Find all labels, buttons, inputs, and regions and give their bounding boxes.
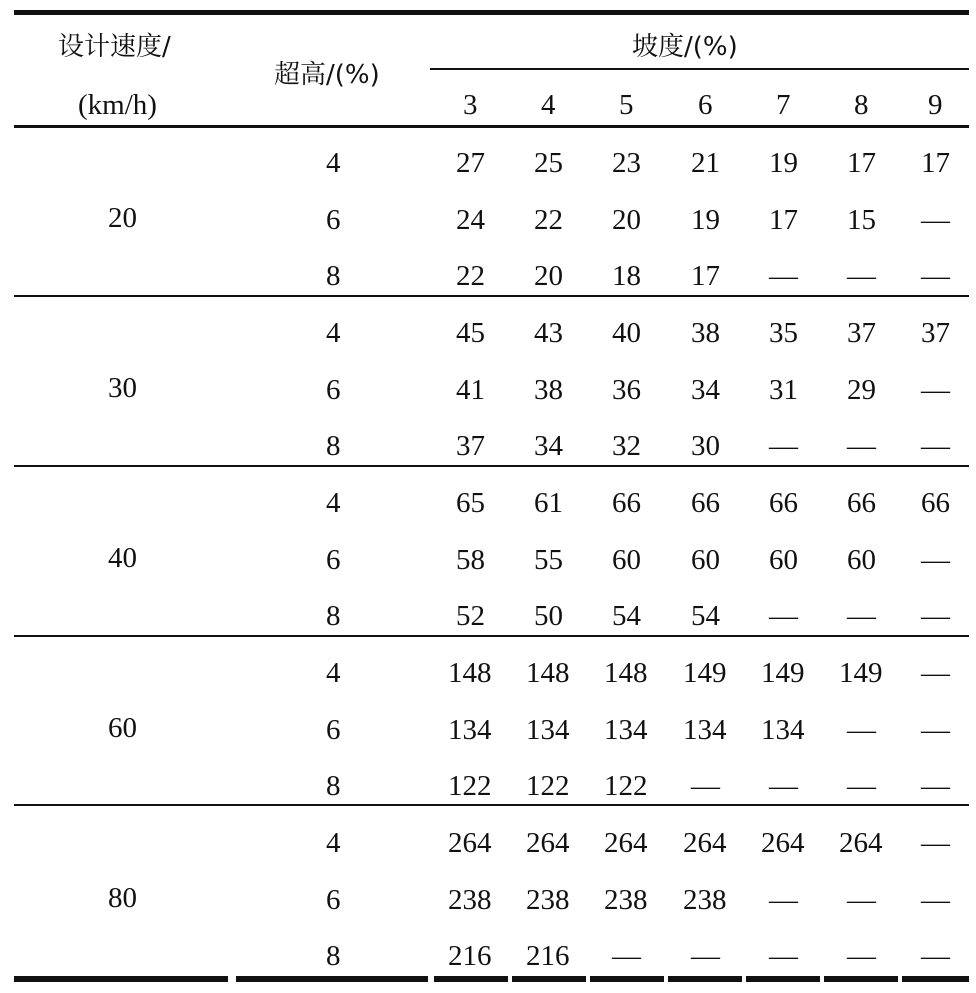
superelevation-cell: 6 — [326, 713, 341, 746]
value-cell: — — [769, 770, 798, 802]
value-cell: 264 — [839, 827, 883, 859]
value-cell: 61 — [534, 487, 563, 519]
value-cell: 29 — [847, 373, 876, 406]
value-cell: 31 — [769, 373, 798, 406]
value-cell: 36 — [612, 373, 641, 406]
value-cell: 149 — [683, 657, 727, 689]
value-cell: 21 — [691, 147, 720, 179]
value-cell: 37 — [921, 317, 950, 349]
value-cell: 23 — [612, 147, 641, 179]
superelevation-cell: 6 — [326, 543, 341, 576]
superelevation-cell: 4 — [326, 657, 341, 689]
value-cell: — — [847, 260, 876, 292]
superelevation-cell: 8 — [326, 600, 341, 632]
value-cell: 22 — [456, 260, 485, 292]
grade-column-header: 5 — [619, 89, 634, 121]
bottom-rule-segment — [824, 976, 898, 982]
value-cell: 149 — [761, 657, 805, 689]
grade-column-header: 3 — [463, 89, 478, 121]
value-cell: 216 — [526, 940, 570, 972]
speed-cell: 40 — [108, 541, 137, 574]
value-cell: 38 — [691, 317, 720, 349]
grade-header: 坡度/(%) — [632, 32, 738, 62]
grade-column-header: 9 — [928, 89, 943, 121]
value-cell: — — [769, 883, 798, 916]
value-cell: 32 — [612, 430, 641, 462]
value-cell: 34 — [691, 373, 720, 406]
grade-column-header: 7 — [776, 89, 791, 121]
value-cell: 60 — [612, 543, 641, 576]
value-cell: — — [921, 600, 950, 632]
bottom-rule-segment — [590, 976, 664, 982]
bottom-rule-segment — [668, 976, 742, 982]
value-cell: 41 — [456, 373, 485, 406]
value-cell: 17 — [691, 260, 720, 292]
value-cell: 54 — [691, 600, 720, 632]
value-cell: 65 — [456, 487, 485, 519]
value-cell: — — [769, 940, 798, 972]
value-cell: — — [691, 770, 720, 802]
bottom-rule-segment — [746, 976, 820, 982]
value-cell: 54 — [612, 600, 641, 632]
value-cell: 66 — [612, 487, 641, 519]
superelevation-cell: 4 — [326, 827, 341, 859]
superelevation-header: 超高/(%) — [274, 60, 380, 90]
superelevation-cell: 8 — [326, 770, 341, 802]
value-cell: 17 — [769, 203, 798, 236]
value-cell: 19 — [769, 147, 798, 179]
value-cell: 66 — [691, 487, 720, 519]
superelevation-cell: 4 — [326, 317, 341, 349]
value-cell: 264 — [526, 827, 570, 859]
bottom-rule-segment — [14, 976, 228, 982]
value-cell: 122 — [448, 770, 492, 802]
speed-cell: 20 — [108, 201, 137, 234]
value-cell: — — [847, 940, 876, 972]
superelevation-cell: 6 — [326, 883, 341, 916]
value-cell: — — [921, 827, 950, 859]
value-cell: 238 — [448, 883, 492, 916]
value-cell: 238 — [526, 883, 570, 916]
value-cell: 22 — [534, 203, 563, 236]
value-cell: 264 — [761, 827, 805, 859]
value-cell: 52 — [456, 600, 485, 632]
value-cell: — — [847, 600, 876, 632]
value-cell: — — [847, 430, 876, 462]
value-cell: 38 — [534, 373, 563, 406]
value-cell: 15 — [847, 203, 876, 236]
value-cell: 37 — [847, 317, 876, 349]
value-cell: 264 — [448, 827, 492, 859]
value-cell: — — [921, 883, 950, 916]
value-cell: 148 — [448, 657, 492, 689]
superelevation-cell: 4 — [326, 487, 341, 519]
value-cell: — — [921, 770, 950, 802]
superelevation-cell: 8 — [326, 260, 341, 292]
value-cell: 264 — [683, 827, 727, 859]
value-cell: 25 — [534, 147, 563, 179]
value-cell: — — [847, 713, 876, 746]
value-cell: 24 — [456, 203, 485, 236]
superelevation-cell: 4 — [326, 147, 341, 179]
value-cell: — — [921, 543, 950, 576]
value-cell: 58 — [456, 543, 485, 576]
value-cell: — — [769, 260, 798, 292]
value-cell: 149 — [839, 657, 883, 689]
value-cell: 27 — [456, 147, 485, 179]
grade-column-header: 6 — [698, 89, 713, 121]
value-cell: 19 — [691, 203, 720, 236]
superelevation-cell: 8 — [326, 940, 341, 972]
superelevation-cell: 6 — [326, 373, 341, 406]
bottom-rule-segment — [434, 976, 508, 982]
value-cell: 55 — [534, 543, 563, 576]
value-cell: 122 — [526, 770, 570, 802]
value-cell: — — [847, 883, 876, 916]
speed-unit-header: (km/h) — [78, 89, 157, 121]
value-cell: 35 — [769, 317, 798, 349]
value-cell: 134 — [683, 713, 727, 746]
value-cell: 18 — [612, 260, 641, 292]
value-cell: 50 — [534, 600, 563, 632]
value-cell: — — [847, 770, 876, 802]
value-cell: 60 — [769, 543, 798, 576]
value-cell: 20 — [612, 203, 641, 236]
group-divider-3 — [14, 635, 969, 637]
value-cell: 34 — [534, 430, 563, 462]
speed-cell: 80 — [108, 881, 137, 914]
value-cell: — — [921, 373, 950, 406]
value-cell: 66 — [769, 487, 798, 519]
value-cell: — — [921, 203, 950, 236]
value-cell: 60 — [691, 543, 720, 576]
value-cell: 238 — [683, 883, 727, 916]
value-cell: — — [769, 600, 798, 632]
value-cell: 134 — [448, 713, 492, 746]
value-cell: 66 — [847, 487, 876, 519]
value-cell: 60 — [847, 543, 876, 576]
value-cell: — — [921, 260, 950, 292]
top-rule — [14, 10, 969, 15]
value-cell: 17 — [921, 147, 950, 179]
value-cell: 40 — [612, 317, 641, 349]
superelevation-cell: 6 — [326, 203, 341, 236]
group-divider-1 — [14, 295, 969, 297]
bottom-rule-segment — [902, 976, 969, 982]
value-cell: — — [921, 430, 950, 462]
speed-cell: 60 — [108, 711, 137, 744]
value-cell: 45 — [456, 317, 485, 349]
value-cell: — — [921, 657, 950, 689]
header-bottom-rule — [14, 125, 969, 128]
bottom-rule-segment — [512, 976, 586, 982]
grade-column-header: 4 — [541, 89, 556, 121]
value-cell: 134 — [604, 713, 648, 746]
value-cell: 134 — [526, 713, 570, 746]
grade-header-rule — [430, 68, 969, 70]
value-cell: 238 — [604, 883, 648, 916]
value-cell: 37 — [456, 430, 485, 462]
group-divider-2 — [14, 465, 969, 467]
bottom-rule-segment — [236, 976, 428, 982]
value-cell: — — [921, 940, 950, 972]
value-cell: 20 — [534, 260, 563, 292]
value-cell: 30 — [691, 430, 720, 462]
value-cell: 43 — [534, 317, 563, 349]
value-cell: 148 — [526, 657, 570, 689]
value-cell: — — [612, 940, 641, 972]
value-cell: 134 — [761, 713, 805, 746]
value-cell: — — [769, 430, 798, 462]
value-cell: — — [921, 713, 950, 746]
value-cell: 148 — [604, 657, 648, 689]
value-cell: — — [691, 940, 720, 972]
value-cell: 264 — [604, 827, 648, 859]
value-cell: 216 — [448, 940, 492, 972]
speed-header: 设计速度/ — [58, 32, 171, 62]
grade-column-header: 8 — [854, 89, 869, 121]
value-cell: 122 — [604, 770, 648, 802]
group-divider-4 — [14, 804, 969, 806]
value-cell: 66 — [921, 487, 950, 519]
speed-cell: 30 — [108, 371, 137, 404]
value-cell: 17 — [847, 147, 876, 179]
superelevation-cell: 8 — [326, 430, 341, 462]
